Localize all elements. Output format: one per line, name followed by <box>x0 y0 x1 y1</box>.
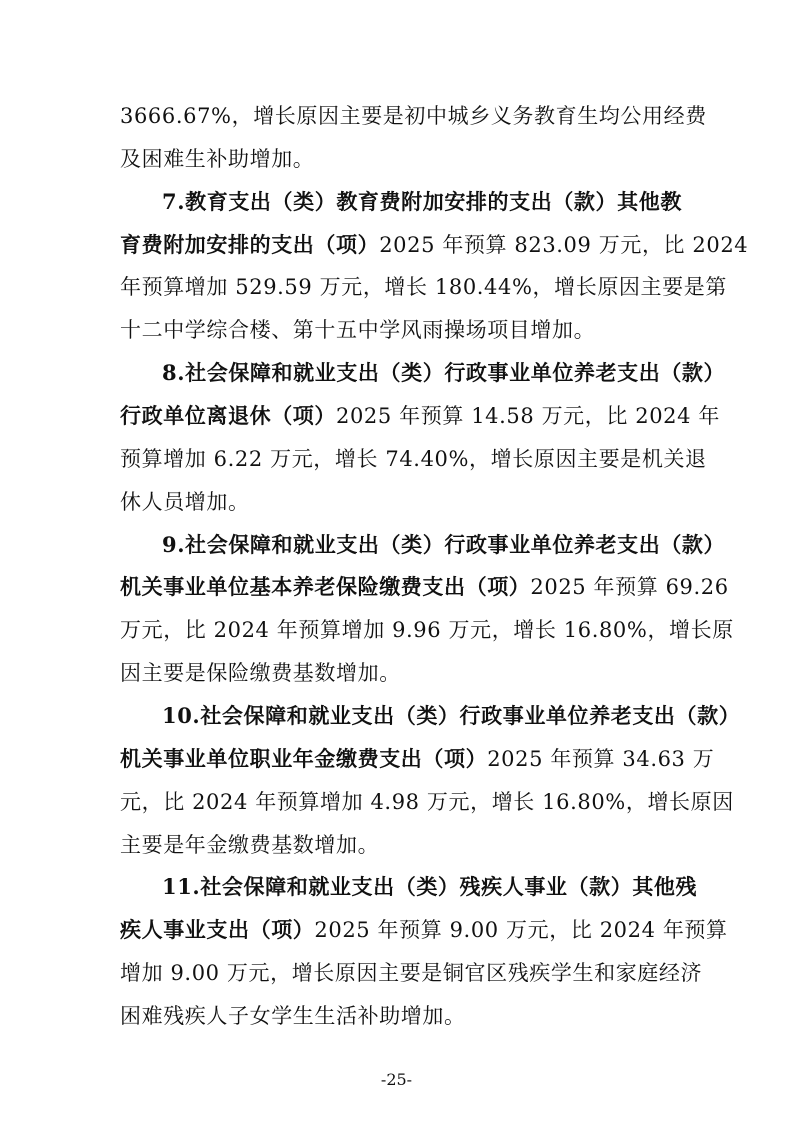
paragraph-line: 3666.67%，增长原因主要是初中城乡义务教育生均公用经费 <box>120 104 707 128</box>
item-7-heading-cont: 育费附加安排的支出（项） <box>120 232 380 257</box>
paragraph-line: 困难残疾人子女学生生活补助增加。 <box>120 1004 466 1028</box>
item-10-heading: 10.社会保障和就业支出（类）行政事业单位养老支出（款） <box>162 703 741 728</box>
item-11-heading-cont: 疾人事业支出（项） <box>120 917 315 942</box>
item-11-heading: 11.社会保障和就业支出（类）残疾人事业（款）其他残 <box>162 874 698 899</box>
item-10-text: 2025 年预算 34.63 万 <box>487 747 715 771</box>
paragraph-line: 增加 9.00 万元，增长原因主要是铜官区残疾学生和家庭经济 <box>120 961 703 985</box>
item-8-heading-cont: 行政单位离退休（项） <box>120 403 336 428</box>
page-number: -25- <box>380 1070 413 1089</box>
item-10-line <box>120 743 715 775</box>
item-8-line <box>120 400 720 432</box>
paragraph-line: 因主要是保险缴费基数增加。 <box>120 661 401 685</box>
item-9-line <box>120 571 729 603</box>
paragraph-line: 及困难生补助增加。 <box>120 147 315 171</box>
item-7-heading: 7.教育支出（类）教育费附加安排的支出（款）其他教 <box>162 189 682 214</box>
item-9-heading: 9.社会保障和就业支出（类）行政事业单位养老支出（款） <box>162 532 726 557</box>
item-8-text: 2025 年预算 14.58 万元，比 2024 年 <box>336 404 720 428</box>
item-7-text: 2025 年预算 823.09 万元，比 2024 <box>379 233 749 257</box>
item-9-heading-cont: 机关事业单位基本养老保险缴费支出（项） <box>120 574 531 599</box>
paragraph-line: 元，比 2024 年预算增加 4.98 万元，增长 16.80%，增长原因 <box>120 790 734 814</box>
item-9-text: 2025 年预算 69.26 <box>530 575 729 599</box>
paragraph-line: 主要是年金缴费基数增加。 <box>120 833 380 857</box>
item-11-line <box>120 914 728 946</box>
paragraph-line: 年预算增加 529.59 万元，增长 180.44%，增长原因主要是第 <box>120 275 727 299</box>
item-7-line <box>120 229 749 261</box>
paragraph-line: 十二中学综合楼、第十五中学风雨操场项目增加。 <box>120 318 596 342</box>
item-8-heading: 8.社会保障和就业支出（类）行政事业单位养老支出（款） <box>162 360 726 385</box>
paragraph-line: 预算增加 6.22 万元，增长 74.40%，增长原因主要是机关退 <box>120 447 707 471</box>
paragraph-line: 万元，比 2024 年预算增加 9.96 万元，增长 16.80%，增长原 <box>120 618 734 642</box>
paragraph-line: 休人员增加。 <box>120 490 250 514</box>
item-10-heading-cont: 机关事业单位职业年金缴费支出（项） <box>120 746 488 771</box>
item-11-text: 2025 年预算 9.00 万元，比 2024 年预算 <box>314 918 728 942</box>
